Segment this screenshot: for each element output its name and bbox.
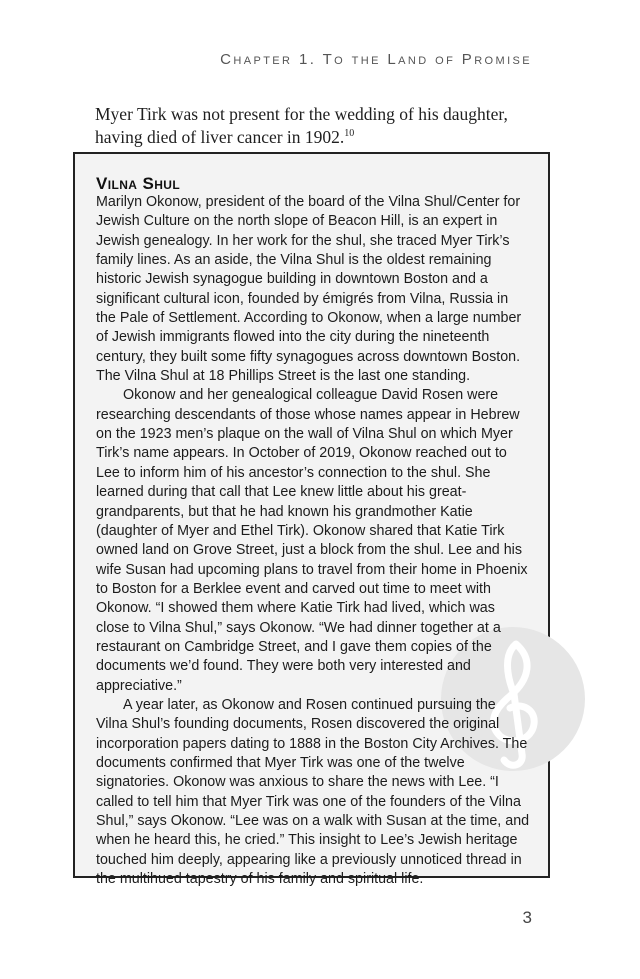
page-number: 3	[522, 908, 532, 927]
sidebar-paragraph: Marilyn Okonow, president of the board of the Vilna Shul/Center for Jewish Culture on the north slope of Beacon Hill, is an expert in Jewish genealogy. In her work for the shul, she traced Myer Tirk’s family lines. As an aside, the Vilna Shul is the oldest remaining historic Jewish synagogue building in downtown Boston and a significant cultural icon, founded by émigrés from Vilna, Russia in the Pale of Settlement. According to Okonow, when a large number of Jewish immigrants flowed into the city during the nineteenth century, they built some fifty synagogues across downtown Boston. The Vilna Shul at 18 Phillips Street is the last one standing.	[96, 194, 522, 385]
running-header: Chapter 1. To the Land of Promise	[220, 51, 532, 68]
sidebar-title: Vilna Shul	[96, 174, 181, 193]
intro-text: Myer Tirk was not present for the wedding of his daughter, having died of liver cancer in 1902.	[95, 104, 508, 147]
footnote-reference[interactable]: 10	[344, 128, 355, 140]
sidebar-box	[73, 152, 550, 888]
sidebar-paragraph: A year later, as Okonow and Rosen continued pursuing the Vilna Shul’s founding documents, Rosen discovered the original incorporation papers dating to 1888 in the Boston City Archives. The documents confirmed that Myer Tirk was one of the twelve signatories. Okonow was anxious to share the news with Lee. “I called to tell him that Myer Tirk was one of the founders of the Vilna Shul,” says Okonow. “Lee was on a walk with Susan at the time, and when he heard this, he cried.” This insight to Lee’s Jewish heritage touched him deeply, appearing like a previously unnoticed thread in the multihued tapestry of his family and spiritual life.	[96, 696, 530, 888]
intro-paragraph	[95, 103, 545, 149]
sidebar-body	[96, 193, 531, 889]
sidebar-paragraph: Okonow and her genealogical colleague David Rosen were researching descendants of those whose names appear in Hebrew on the 1923 men’s plaque on the wall of Vilna Shul on which Myer Tirk’s name appears. In October of 2019, Okonow reached out to Lee to inform him of his ancestor’s connection to the shul. She learned during that call that Lee knew little about his great-grandparents, but that he had known his grandmother Katie (daughter of Myer and Ethel Tirk). Okonow shared that Katie Tirk owned land on Grove Street, just a block from the shul. Lee and his wife Susan had upcoming plans to travel from their home in Phoenix to Boston for a Berklee event and carved out time to meet with Okonow. “I showed them where Katie Tirk had lived, which was close to Vilna Shul,” says Okonow. “We had dinner together at a restaurant on Cambridge Street, and I gave them copies of the documents we’d found. They were both very interested and appreciative.”	[96, 387, 528, 694]
